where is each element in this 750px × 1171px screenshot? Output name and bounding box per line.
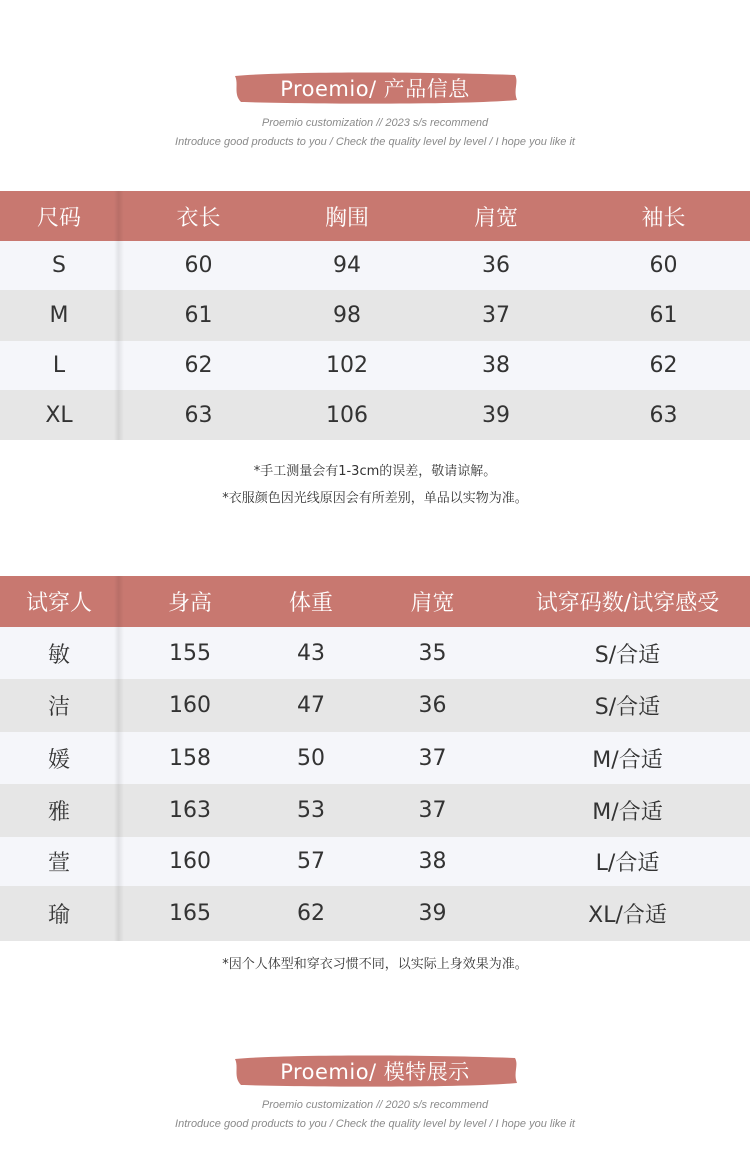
table-cell: 39 [482,402,510,428]
size-note-2: *衣服颜色因光线原因会有所差别，单品以实物为准。 [222,491,528,506]
table-row [0,732,750,784]
header-cell: 肩宽 [410,591,455,616]
table-cell: 洁 [47,695,70,720]
table-header-row [0,191,750,241]
table-cell: M [49,303,69,328]
table-cell: S/合适 [594,695,661,720]
table-cell: 155 [169,640,211,666]
table-cell: S/合适 [594,642,661,668]
table-cell: 37 [482,303,510,328]
table-cell: 36 [418,693,447,718]
size-note-1: *手工测量会有1-3cm的误差，敬请谅解。 [253,464,497,479]
table-cell: 雅 [47,800,70,825]
table-cell: 61 [184,303,213,328]
table-cell: 160 [169,849,211,874]
table-cell: 38 [418,849,447,874]
table-cell: M/合适 [592,800,663,825]
table-cell: 62 [184,353,213,378]
table-cell: 43 [297,640,325,666]
table-cell: 98 [333,303,361,328]
table-cell: 102 [326,353,368,378]
section-banner-model-show [231,1053,519,1089]
table-cell: L/合适 [595,851,660,876]
table-cell: L [52,353,66,378]
table-row [0,627,750,679]
table-cell: 35 [418,640,447,666]
table-cell: 160 [169,693,211,718]
table-cell: 57 [297,849,325,874]
table-cell: 94 [333,253,361,278]
table-cell: 60 [649,253,678,278]
header-cell: 尺码 [36,205,81,231]
table-cell: M/合适 [592,747,663,773]
table-cell: S [52,253,66,278]
table-cell: 敏 [47,642,70,668]
table-cell: 媛 [47,747,70,773]
banner-subtitle-line1: Proemio customization // 2020 s/s recommend [261,1099,489,1111]
header-cell: 胸围 [324,205,369,231]
table-row [0,390,750,440]
table-row [0,241,750,290]
table-row [0,837,750,886]
header-cell: 体重 [288,591,333,616]
table-cell: 62 [297,901,325,926]
banner-title: Proemio/ 产品信息 [280,77,470,101]
size-table [0,191,750,440]
header-cell: 身高 [167,591,212,616]
table-cell: 158 [169,745,211,771]
fit-note: *因个人体型和穿衣习惯不同，以实际上身效果为准。 [222,957,528,972]
table-cell: 37 [418,745,447,771]
table-cell: 47 [297,693,325,718]
table-row [0,290,750,341]
table-cell: 63 [649,402,678,428]
table-cell: XL/合适 [588,903,667,928]
table-cell: 53 [297,798,325,823]
table-header-row [0,576,750,627]
table-cell: 165 [169,901,211,926]
banner-subtitle-line1: Proemio customization // 2023 s/s recommend [261,117,489,129]
table-cell: 61 [649,303,678,328]
table-cell: 萱 [47,851,70,876]
header-cell: 试穿码数/试穿感受 [535,591,720,616]
fit-table [0,576,750,941]
table-cell: 38 [482,353,510,378]
table-cell: 62 [649,353,678,378]
section-banner-product-info [231,70,519,106]
header-cell: 袖长 [641,205,686,231]
table-cell: 瑜 [47,903,70,928]
table-row [0,679,750,732]
header-cell: 衣长 [176,205,221,231]
table-row [0,784,750,837]
header-cell: 肩宽 [473,205,518,231]
table-cell: 60 [184,253,213,278]
table-cell: 50 [297,745,325,771]
table-cell: 36 [482,253,510,278]
table-cell: 163 [169,798,211,823]
banner-subtitle-line2: Introduce good products to you / Check the quality level by level / I hope you like it [175,1118,575,1130]
banner-subtitle-line2: Introduce good products to you / Check the quality level by level / I hope you like it [175,136,575,148]
table-row [0,341,750,390]
table-row [0,886,750,941]
table-cell: 106 [326,402,368,428]
table-cell: 37 [418,798,447,823]
header-cell: 试穿人 [25,591,92,616]
banner-title: Proemio/ 模特展示 [280,1060,470,1084]
table-cell: 63 [184,402,213,428]
table-cell: 39 [418,901,447,926]
table-cell: XL [45,402,73,428]
